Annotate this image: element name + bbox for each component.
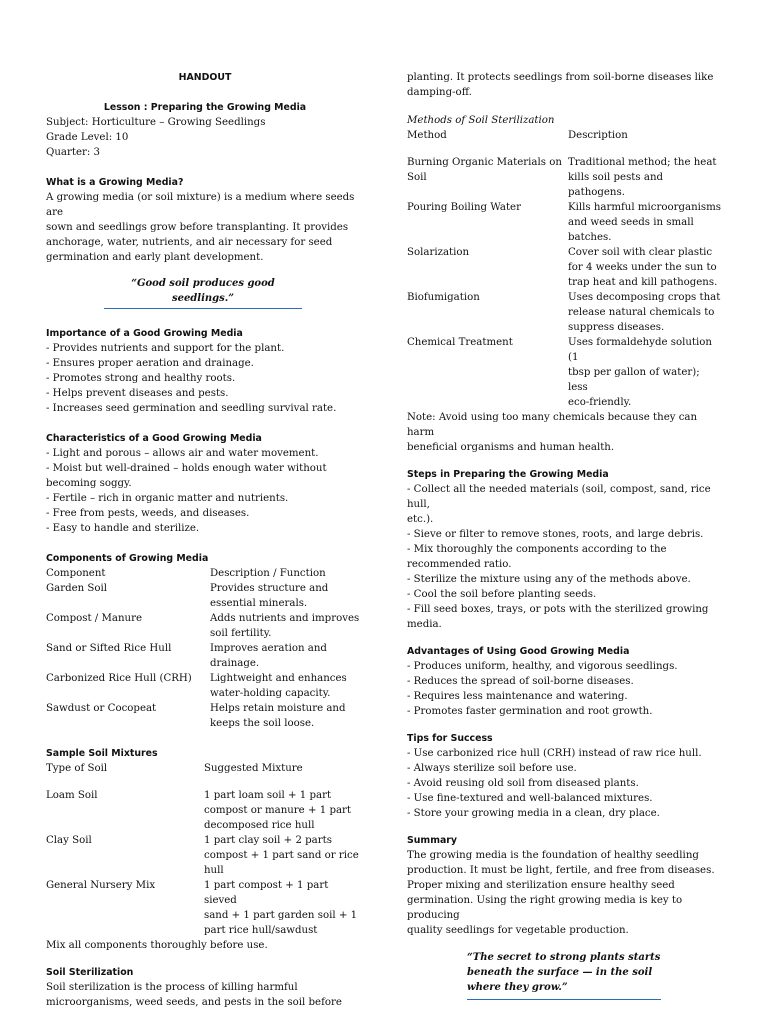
cell-line: decomposed rice hull <box>204 820 315 831</box>
cell-line: sand + 1 part garden soil + 1 <box>204 910 358 921</box>
what-body <box>46 190 364 265</box>
what-line: A growing media (or soil mixture) is a medium where seeds are <box>46 192 355 218</box>
subject-line: Subject: Horticulture – Growing Seedlings <box>46 117 266 128</box>
table-cell <box>204 833 364 878</box>
what-line: anchorage, water, nutrients, and air necessary for seed <box>46 237 333 248</box>
list-item: - Fill seed boxes, trays, or pots with the sterilized growing <box>407 604 709 615</box>
column-header: Method <box>407 130 447 141</box>
summary-line: quality seedlings for vegetable production. <box>407 925 629 936</box>
list-item: - Ensures proper aeration and drainage. <box>46 358 254 369</box>
cell-line: Kills harmful microorganisms <box>568 202 722 213</box>
table-row <box>46 701 364 731</box>
cell-line: suppress diseases. <box>568 322 665 333</box>
list-item: - Promotes strong and healthy roots. <box>46 373 236 384</box>
cell-line: essential minerals. <box>210 598 308 609</box>
table-cell: Compost / Manure <box>46 613 143 624</box>
table-row <box>407 290 722 335</box>
mixtures-table <box>46 761 364 953</box>
summary-line: germination. Using the right growing media is key to producing <box>407 895 683 921</box>
table-header <box>407 128 722 143</box>
cell-line: kills soil pests and pathogens. <box>568 172 664 198</box>
table-row <box>407 200 722 245</box>
table-cell: Biofumigation <box>407 292 480 303</box>
handout-title: HANDOUT <box>178 72 232 83</box>
methods-table <box>407 128 722 455</box>
cell-line: compost + 1 part sand or rice <box>204 850 359 861</box>
cell-line: water-holding capacity. <box>210 688 331 699</box>
table-row <box>46 641 364 671</box>
list-item: - Collect all the needed materials (soil, compost, sand, rice hull, <box>407 484 711 510</box>
what-line: sown and seedlings grow before transplanting. It provides <box>46 222 349 233</box>
list-item: - Easy to handle and sterilize. <box>46 523 200 534</box>
list-item: - Avoid reusing old soil from diseased plants. <box>407 778 639 789</box>
list-item: - Requires less maintenance and watering. <box>407 691 628 702</box>
closing-quote-box <box>467 950 661 1000</box>
list-item: etc.). <box>407 514 434 525</box>
table-header <box>46 761 364 776</box>
table-cell <box>204 878 364 938</box>
list-item: - Moist but well-drained – holds enough water without <box>46 463 327 474</box>
table-cell <box>568 200 722 245</box>
quarter-line: Quarter: 3 <box>46 147 101 158</box>
right-column <box>407 70 722 1000</box>
characteristics-heading: Characteristics of a Good Growing Media <box>46 433 262 444</box>
table-row <box>46 671 364 701</box>
table-cell <box>407 155 568 200</box>
tips-list <box>407 746 722 821</box>
cell-line: for 4 weeks under the sun to <box>568 262 717 273</box>
methods-note: beneficial organisms and human health. <box>407 442 615 453</box>
table-row <box>46 581 364 611</box>
list-item: becoming soggy. <box>46 478 132 489</box>
list-item: - Free from pests, weeds, and diseases. <box>46 508 250 519</box>
table-cell <box>210 641 364 671</box>
table-row <box>407 155 722 200</box>
cell-line: soil fertility. <box>210 628 272 639</box>
list-item: - Promotes faster germination and root growth. <box>407 706 653 717</box>
characteristics-list <box>46 446 364 536</box>
cell-line: Burning Organic Materials on <box>407 157 562 168</box>
table-row <box>407 245 722 290</box>
sterilization-line: damping-off. <box>407 87 472 98</box>
left-column <box>46 70 364 1010</box>
table-cell <box>568 245 722 290</box>
steps-heading: Steps in Preparing the Growing Media <box>407 469 609 480</box>
cell-line: Soil <box>407 172 427 183</box>
list-item: - Helps prevent diseases and pests. <box>46 388 229 399</box>
table-cell <box>210 671 364 701</box>
components-table <box>46 566 364 731</box>
table-cell: Clay Soil <box>46 835 92 846</box>
table-row <box>407 335 722 410</box>
advantages-list <box>407 659 722 719</box>
cell-line: part rice hull/sawdust <box>204 925 318 936</box>
list-item: - Light and porous – allows air and water movement. <box>46 448 319 459</box>
cell-line: Provides structure and <box>210 583 329 594</box>
cell-line: Adds nutrients and improves <box>210 613 360 624</box>
table-header <box>46 566 364 581</box>
list-item: - Mix thoroughly the components according to the <box>407 544 667 555</box>
table-cell <box>204 788 364 833</box>
table-cell <box>210 701 364 731</box>
list-item: - Produces uniform, healthy, and vigorous seedlings. <box>407 661 678 672</box>
summary-line: The growing media is the foundation of healthy seedling <box>407 850 699 861</box>
summary-line: Proper mixing and sterilization ensure healthy seed <box>407 880 675 891</box>
list-item: - Use fine-textured and well-balanced mixtures. <box>407 793 653 804</box>
list-item: - Fertile – rich in organic matter and nutrients. <box>46 493 289 504</box>
quote-line: where they grow.” <box>467 982 568 993</box>
cell-line: Uses formaldehyde solution (1 <box>568 337 712 363</box>
importance-heading: Importance of a Good Growing Media <box>46 328 243 339</box>
quote-box <box>104 276 302 309</box>
cell-line: tbsp per gallon of water); less <box>568 367 700 393</box>
cell-line: Helps retain moisture and <box>210 703 346 714</box>
table-cell <box>210 611 364 641</box>
cell-line: Traditional method; the heat <box>568 157 717 168</box>
list-item: media. <box>407 619 442 630</box>
column-header: Description / Function <box>210 568 326 579</box>
table-cell <box>568 155 722 200</box>
cell-line: compost or manure + 1 part <box>204 805 352 816</box>
lesson-title: Lesson : Preparing the Growing Media <box>103 102 307 113</box>
tips-heading: Tips for Success <box>407 733 493 744</box>
list-item: - Reduces the spread of soil-borne diseases. <box>407 676 634 687</box>
table-row <box>46 833 364 878</box>
table-cell <box>568 335 722 410</box>
cell-line: 1 part loam soil + 1 part <box>204 790 332 801</box>
table-row <box>46 611 364 641</box>
list-item: - Use carbonized rice hull (CRH) instead of raw rice hull. <box>407 748 702 759</box>
cell-line: and weed seeds in small <box>568 217 694 228</box>
table-cell <box>568 290 722 335</box>
cell-line: batches. <box>568 232 612 243</box>
components-heading: Components of Growing Media <box>46 553 209 564</box>
quote-line: beneath the surface — in the soil <box>467 967 653 978</box>
cell-line: 1 part compost + 1 part sieved <box>204 880 329 906</box>
table-row <box>46 878 364 938</box>
table-cell: Solarization <box>407 247 470 258</box>
importance-list <box>46 341 364 416</box>
steps-list <box>407 482 722 632</box>
methods-note: Note: Avoid using too many chemicals because they can harm <box>407 412 698 438</box>
summary-line: production. It must be light, fertile, and free from diseases. <box>407 865 715 876</box>
cell-line: Improves aeration and <box>210 643 327 654</box>
table-cell: Sand or Sifted Rice Hull <box>46 643 172 654</box>
what-line: germination and early plant development. <box>46 252 264 263</box>
list-item: - Sterilize the mixture using any of the methods above. <box>407 574 691 585</box>
sterilization-line: planting. It protects seedlings from soil-borne diseases like <box>407 72 714 83</box>
list-item: - Cool the soil before planting seeds. <box>407 589 597 600</box>
table-cell: Pouring Boiling Water <box>407 202 521 213</box>
column-header: Description <box>568 130 628 141</box>
list-item: - Sieve or filter to remove stones, roots, and large debris. <box>407 529 704 540</box>
table-cell: Loam Soil <box>46 790 98 801</box>
what-heading: What is a Growing Media? <box>46 177 184 188</box>
summary-heading: Summary <box>407 835 458 846</box>
list-item: - Increases seed germination and seedling survival rate. <box>46 403 337 414</box>
quote-text: “Good soil produces good seedlings.” <box>131 278 275 304</box>
cell-line: eco-friendly. <box>568 397 632 408</box>
mixtures-note: Mix all components thoroughly before use. <box>46 940 268 951</box>
list-item: - Store your growing media in a clean, dry place. <box>407 808 660 819</box>
grade-line: Grade Level: 10 <box>46 132 129 143</box>
cell-line: drainage. <box>210 658 260 669</box>
table-cell: General Nursery Mix <box>46 880 156 891</box>
table-cell <box>210 581 364 611</box>
table-cell: Chemical Treatment <box>407 337 513 348</box>
quote-line: “The secret to strong plants starts <box>467 952 661 963</box>
sterilization-heading: Soil Sterilization <box>46 967 134 978</box>
cell-line: Lightweight and enhances <box>210 673 347 684</box>
mixtures-heading: Sample Soil Mixtures <box>46 748 158 759</box>
list-item: recommended ratio. <box>407 559 512 570</box>
sterilization-line: microorganisms, weed seeds, and pests in the soil before <box>46 997 342 1008</box>
summary-body <box>407 848 722 938</box>
methods-heading: Methods of Soil Sterilization <box>407 115 555 126</box>
table-cell: Sawdust or Cocopeat <box>46 703 157 714</box>
column-header: Type of Soil <box>46 763 108 774</box>
sterilization-line: Soil sterilization is the process of killing harmful <box>46 982 298 993</box>
table-row <box>46 788 364 833</box>
cell-line: Cover soil with clear plastic <box>568 247 713 258</box>
cell-line: 1 part clay soil + 2 parts <box>204 835 332 846</box>
list-item: - Always sterilize soil before use. <box>407 763 577 774</box>
advantages-heading: Advantages of Using Good Growing Media <box>407 646 630 657</box>
cell-line: keeps the soil loose. <box>210 718 315 729</box>
table-cell: Garden Soil <box>46 583 108 594</box>
list-item: - Provides nutrients and support for the plant. <box>46 343 285 354</box>
cell-line: Uses decomposing crops that <box>568 292 721 303</box>
table-cell: Carbonized Rice Hull (CRH) <box>46 673 192 684</box>
cell-line: trap heat and kill pathogens. <box>568 277 718 288</box>
column-header: Component <box>46 568 106 579</box>
cell-line: hull <box>204 865 224 876</box>
column-header: Suggested Mixture <box>204 763 303 774</box>
cell-line: release natural chemicals to <box>568 307 715 318</box>
